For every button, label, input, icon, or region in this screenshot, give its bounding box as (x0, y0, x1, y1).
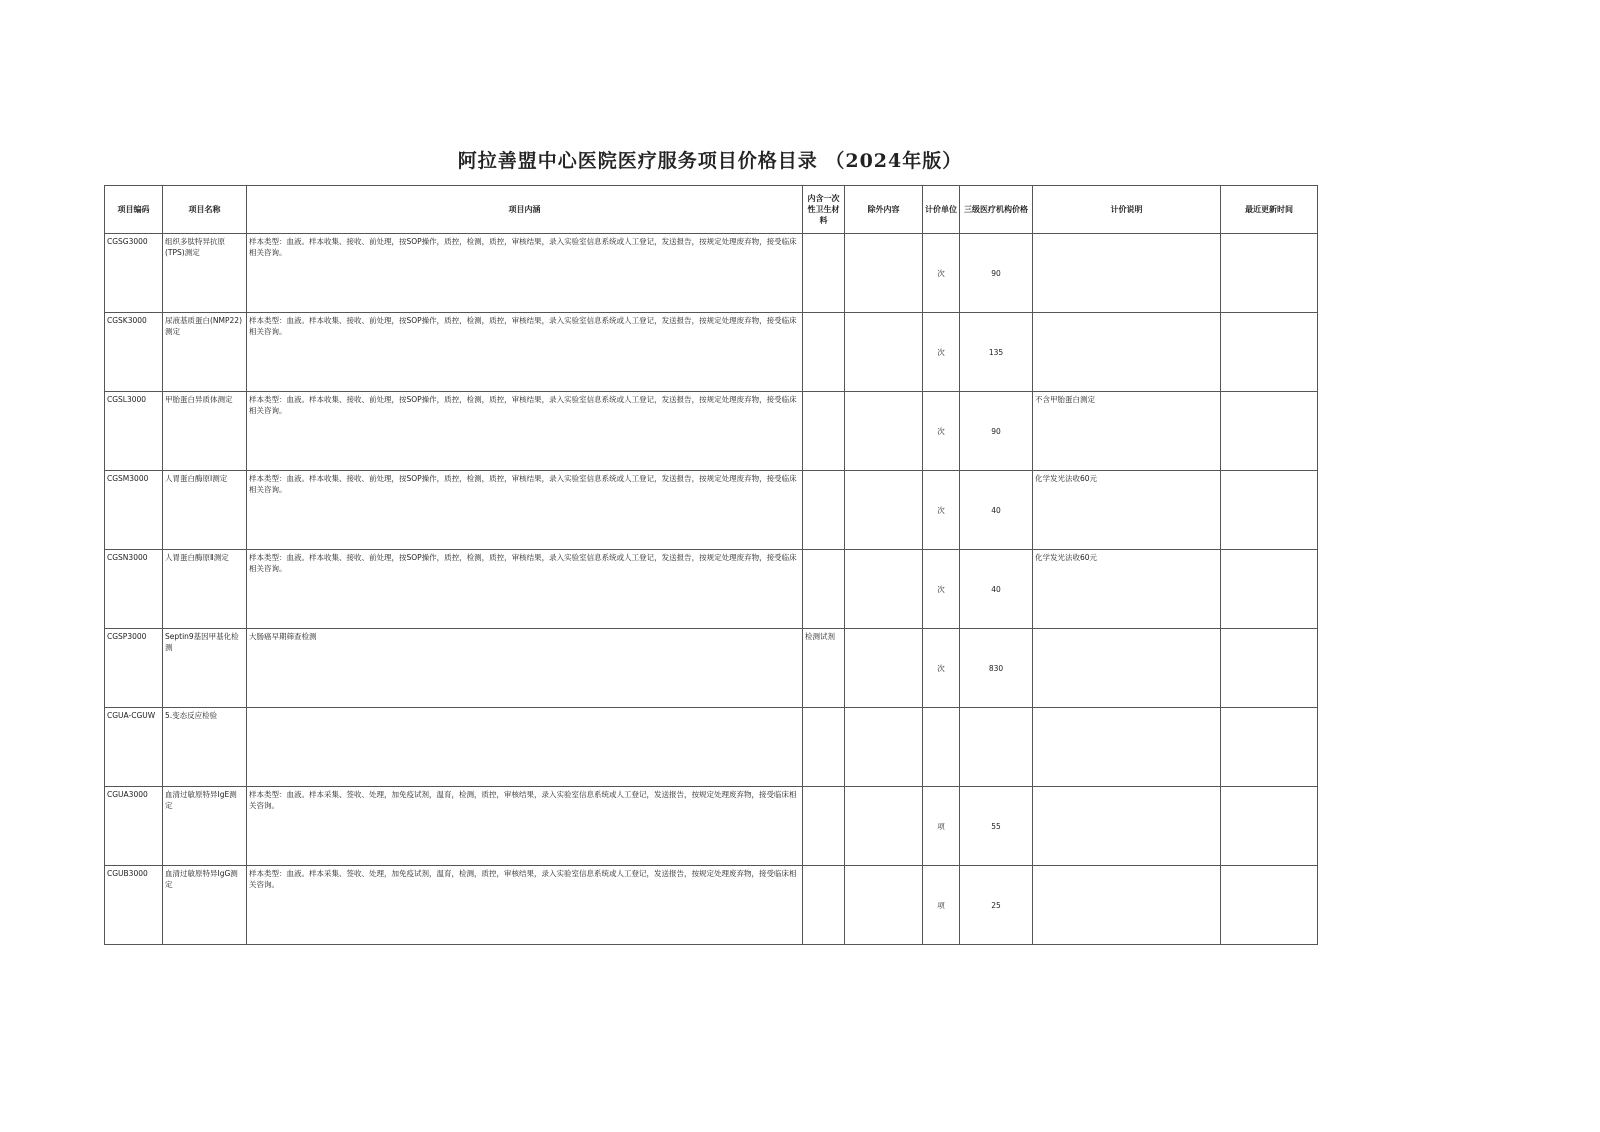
table-row (105, 313, 1318, 392)
cell-price: 90 (960, 234, 1033, 313)
cell-price: 55 (960, 787, 1033, 866)
cell-code: CGSL3000 (105, 392, 163, 471)
cell-name: 甲胎蛋白异质体测定 (163, 392, 247, 471)
cell-note: 化学发光法收60元 (1033, 550, 1221, 629)
cell-name: 血清过敏原特异IgE测定 (163, 787, 247, 866)
table-row (105, 392, 1318, 471)
header-unit: 计价单位 (923, 186, 960, 234)
table-row (105, 708, 1318, 787)
cell-note: 不含甲胎蛋白测定 (1033, 392, 1221, 471)
cell-unit: 次 (923, 392, 960, 471)
header-material: 内含一次性卫生材料 (803, 186, 845, 234)
cell-content: 样本类型：血液。样本收集、接收、前处理，按SOP操作，质控，检测，质控，审核结果，录入实验室信息系统或人工登记，发送报告，按规定处理废弃物，接受临床相关咨询。 (247, 392, 803, 471)
cell-updated (1221, 234, 1318, 313)
cell-price: 40 (960, 471, 1033, 550)
cell-note (1033, 313, 1221, 392)
cell-note (1033, 866, 1221, 945)
cell-updated (1221, 550, 1318, 629)
cell-price: 135 (960, 313, 1033, 392)
cell-content: 样本类型：血液。样本收集、接收、前处理，按SOP操作，质控，检测，质控，审核结果，录入实验室信息系统或人工登记，发送报告，按规定处理废弃物，接受临床相关咨询。 (247, 471, 803, 550)
cell-code: CGUB3000 (105, 866, 163, 945)
cell-content: 样本类型：血液。样本采集、签收、处理，加免疫试剂，温育，检测，质控，审核结果，录入实验室信息系统或人工登记，发送报告，按规定处理废弃物，接受临床相关咨询。 (247, 866, 803, 945)
price-table (104, 185, 1318, 945)
cell-updated (1221, 392, 1318, 471)
cell-code: CGUA-CGUW (105, 708, 163, 787)
page-title: 阿拉善盟中心医院医疗服务项目价格目录 （2024年版） (457, 150, 963, 172)
cell-unit: 次 (923, 471, 960, 550)
cell-price: 90 (960, 392, 1033, 471)
cell-exclude (845, 866, 923, 945)
cell-price (960, 708, 1033, 787)
table-row (105, 866, 1318, 945)
cell-exclude (845, 708, 923, 787)
cell-material (803, 866, 845, 945)
cell-content (247, 708, 803, 787)
cell-name: 组织多肽特异抗原(TPS)测定 (163, 234, 247, 313)
cell-updated (1221, 866, 1318, 945)
cell-material (803, 471, 845, 550)
cell-content: 样本类型：血液。样本收集、接收、前处理，按SOP操作，质控，检测，质控，审核结果，录入实验室信息系统或人工登记，发送报告，按规定处理废弃物，接受临床相关咨询。 (247, 550, 803, 629)
cell-exclude (845, 234, 923, 313)
cell-material (803, 550, 845, 629)
cell-unit: 项 (923, 787, 960, 866)
cell-exclude (845, 313, 923, 392)
table-row (105, 550, 1318, 629)
cell-material (803, 392, 845, 471)
table-row (105, 471, 1318, 550)
cell-content: 样本类型：血液。样本收集、接收、前处理，按SOP操作，质控，检测，质控，审核结果，录入实验室信息系统或人工登记，发送报告，按规定处理废弃物，接受临床相关咨询。 (247, 234, 803, 313)
cell-note (1033, 787, 1221, 866)
cell-note (1033, 234, 1221, 313)
cell-unit: 次 (923, 550, 960, 629)
cell-name: Septin9基因甲基化检测 (163, 629, 247, 708)
header-content: 项目内涵 (247, 186, 803, 234)
cell-name: 血清过敏原特异IgG测定 (163, 866, 247, 945)
cell-updated (1221, 313, 1318, 392)
cell-code: CGSM3000 (105, 471, 163, 550)
cell-price: 830 (960, 629, 1033, 708)
header-exclude: 除外内容 (845, 186, 923, 234)
cell-content: 大肠癌早期筛查检测 (247, 629, 803, 708)
cell-note (1033, 629, 1221, 708)
cell-name: 尿液基质蛋白(NMP22)测定 (163, 313, 247, 392)
cell-price: 40 (960, 550, 1033, 629)
cell-note: 化学发光法收60元 (1033, 471, 1221, 550)
cell-code: CGSN3000 (105, 550, 163, 629)
table-row (105, 234, 1318, 313)
cell-name: 5.变态反应检验 (163, 708, 247, 787)
cell-name: 人胃蛋白酶原Ⅱ测定 (163, 550, 247, 629)
header-row (105, 186, 1318, 234)
cell-unit: 次 (923, 234, 960, 313)
cell-unit: 项 (923, 866, 960, 945)
cell-exclude (845, 787, 923, 866)
header-code: 项目编码 (105, 186, 163, 234)
cell-updated (1221, 787, 1318, 866)
header-note: 计价说明 (1033, 186, 1221, 234)
cell-code: CGSP3000 (105, 629, 163, 708)
cell-name: 人胃蛋白酶原Ⅰ测定 (163, 471, 247, 550)
cell-material: 检测试剂 (803, 629, 845, 708)
cell-exclude (845, 629, 923, 708)
cell-unit: 次 (923, 313, 960, 392)
cell-code: CGSG3000 (105, 234, 163, 313)
cell-updated (1221, 708, 1318, 787)
table-row (105, 629, 1318, 708)
cell-material (803, 708, 845, 787)
cell-code: CGSK3000 (105, 313, 163, 392)
cell-updated (1221, 629, 1318, 708)
cell-exclude (845, 550, 923, 629)
cell-material (803, 313, 845, 392)
cell-note (1033, 708, 1221, 787)
cell-material (803, 234, 845, 313)
cell-unit: 次 (923, 629, 960, 708)
cell-exclude (845, 471, 923, 550)
cell-code: CGUA3000 (105, 787, 163, 866)
cell-unit (923, 708, 960, 787)
header-updated: 最近更新时间 (1221, 186, 1318, 234)
table-row (105, 787, 1318, 866)
cell-price: 25 (960, 866, 1033, 945)
header-name: 项目名称 (163, 186, 247, 234)
cell-content: 样本类型：血液。样本收集、接收、前处理，按SOP操作，质控，检测，质控，审核结果，录入实验室信息系统或人工登记，发送报告，按规定处理废弃物，接受临床相关咨询。 (247, 313, 803, 392)
header-price: 三级医疗机构价格 (960, 186, 1033, 234)
cell-content: 样本类型：血液。样本采集、签收、处理，加免疫试剂，温育，检测，质控，审核结果，录入实验室信息系统或人工登记，发送报告，按规定处理废弃物，接受临床相关咨询。 (247, 787, 803, 866)
cell-updated (1221, 471, 1318, 550)
cell-material (803, 787, 845, 866)
cell-exclude (845, 392, 923, 471)
